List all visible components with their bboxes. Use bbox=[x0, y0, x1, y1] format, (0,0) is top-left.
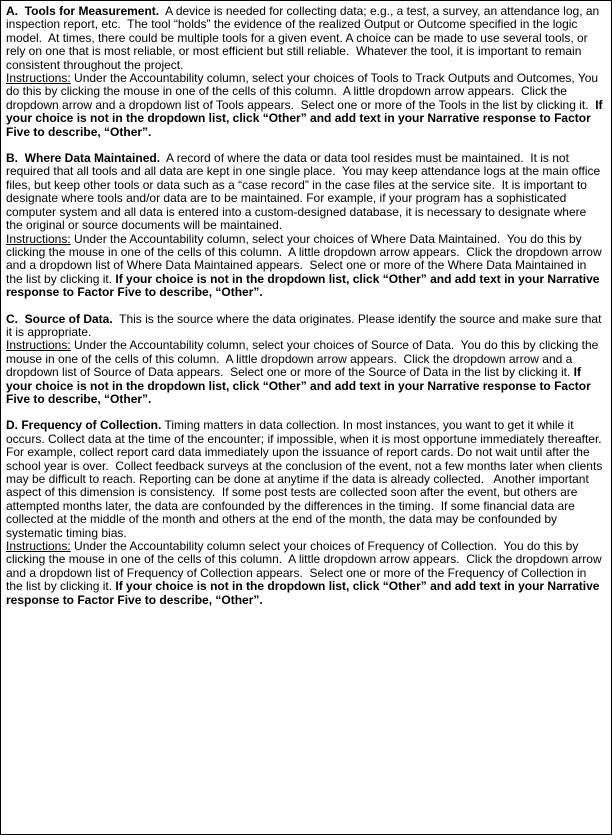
section-c-instructions-text: Under the Accountability column, select your choices of Source of Data. You do this by clicking the mouse in one of the cells of this column. A little dropdown arrow appears. Click the dropdown arrow and a dropdown list of Source of Data appears. Select one or more of the Source of Data in the list by clicking it. bbox=[6, 338, 602, 380]
section-c-source-of-data bbox=[6, 313, 606, 407]
section-a-instructions-text: Under the Accountability column, select your choices of Tools to Track Outputs and Outcomes, You do this by clicking the mouse in one of the cells of this column. A little dropdown arrow appears. Click the dropdown arrow and a dropdown list of Tools appears. Select one or more of the Tools in the list by clicking it. bbox=[6, 71, 602, 112]
section-a-tools-for-measurement bbox=[6, 5, 606, 139]
section-b-body-text: A record of where the data or data tool resides must be maintained. It is not required that all tools and all data are kept in one single place. You may keep attendance logs at the main office files, but keep other tools or data such as a “case record” in the case files at the service site. It is important to designate where tools and/or data are to be maintained. For example, if your program has a sophisticated computer system and all data is entered into a custom-designed database, it is necessary to designate where the original or source documents will be maintained. bbox=[6, 151, 604, 233]
section-b-instructions-bold-text: If your choice is not in the dropdown list, click “Other” and add text in your Narrative response to Factor Five to describe, “Other”. bbox=[6, 271, 603, 300]
section-b-instructions-label: Instructions: bbox=[6, 231, 71, 246]
section-d-heading: D. Frequency of Collection. bbox=[6, 418, 162, 433]
section-b-where-data-maintained bbox=[6, 152, 606, 299]
section-a-instructions-paragraph bbox=[6, 72, 606, 139]
section-c-instructions-bold-text: If your choice is not in the dropdown list, click “Other” and add text in your Narrative response to Factor Five to describe, “Other”. bbox=[6, 365, 595, 406]
section-b-body-paragraph bbox=[6, 152, 606, 232]
section-d-instructions-text: Under the Accountability column select your choices of Frequency of Collection. You do this by clicking the mouse in one of the cells of this column. A little dropdown arrow appears. Click the dropdown arrow and a dropdown list of Frequency of Collection appears. Select one or more of the Frequency of Collection in the list by clicking it. bbox=[6, 539, 605, 594]
section-a-instructions-bold-text: If your choice is not in the dropdown list, click “Other” and add text in your Narrative response to Factor Five to describe, “Other”. bbox=[6, 97, 606, 139]
section-c-body-paragraph bbox=[6, 313, 606, 340]
section-c-body-text: This is the source where the data originates. Please identify the source and make sure that it is appropriate. bbox=[6, 311, 605, 339]
section-d-body-paragraph bbox=[6, 418, 609, 540]
section-d-instructions-paragraph bbox=[6, 540, 606, 607]
section-b-instructions-text: Under the Accountability column, select your choices of Where Data Maintained. You do this by clicking the mouse in one of the cells of this column. A little dropdown arrow appears. Click the dropdown arrow and a dropdown list of Where Data Maintained appears. Select one or more of the Where Data Maintained in the list by clicking it. bbox=[6, 231, 605, 286]
section-d-body-text: Timing matters in data collection. In most instances, you want to get it while it occurs. Collect data at the time of the encounter; if impossible, when it is most opportune immediately thereafter. For example, collect report card data immediately upon the issuance of report cards. Do not wait until after the school year is over. Collect feedback surveys at the conclusion of the event, not a few months later when clients may be difficult to reach. Reporting can be done at anytime if the data is already collected. Another important aspect of this dimension is consistency. If some post tests are collected soon after the event, but others are attempted months later, the data are confounded by the differences in the timing. If some financial data are collected at the middle of the month and others at the end of the month, the data may be confounded by systematic timing bias. bbox=[6, 418, 609, 540]
section-b-heading: B. Where Data Maintained. bbox=[6, 151, 161, 166]
section-a-heading: A. Tools for Measurement. bbox=[6, 4, 160, 18]
section-b-instructions-paragraph bbox=[6, 233, 606, 300]
section-d-frequency-of-collection bbox=[6, 418, 609, 607]
section-d-instructions-label: Instructions: bbox=[6, 539, 71, 554]
section-a-body-paragraph bbox=[6, 5, 606, 72]
section-a-body-text: A device is needed for collecting data; e.g., a test, a survey, an attendance log, an inspection report, etc. The tool “holds” the evidence of the realized Output or Outcome specified in the logic model. At times, there could be multiple tools for a given event. A choice can be made to use several tools, or rely on one that is most reliable, or most efficient but still reliable. Whatever the tool, it is important to remain consistent throughout the project. bbox=[6, 4, 603, 72]
section-c-instructions-label: Instructions: bbox=[6, 338, 71, 353]
section-c-instructions-paragraph bbox=[6, 339, 606, 406]
section-d-instructions-bold-text: If your choice is not in the dropdown list, click “Other” and add text in your Narrative response to Factor Five to describe, “Other”. bbox=[6, 579, 603, 607]
section-a-instructions-label: Instructions: bbox=[6, 71, 71, 86]
section-c-heading: C. Source of Data. bbox=[6, 311, 113, 326]
